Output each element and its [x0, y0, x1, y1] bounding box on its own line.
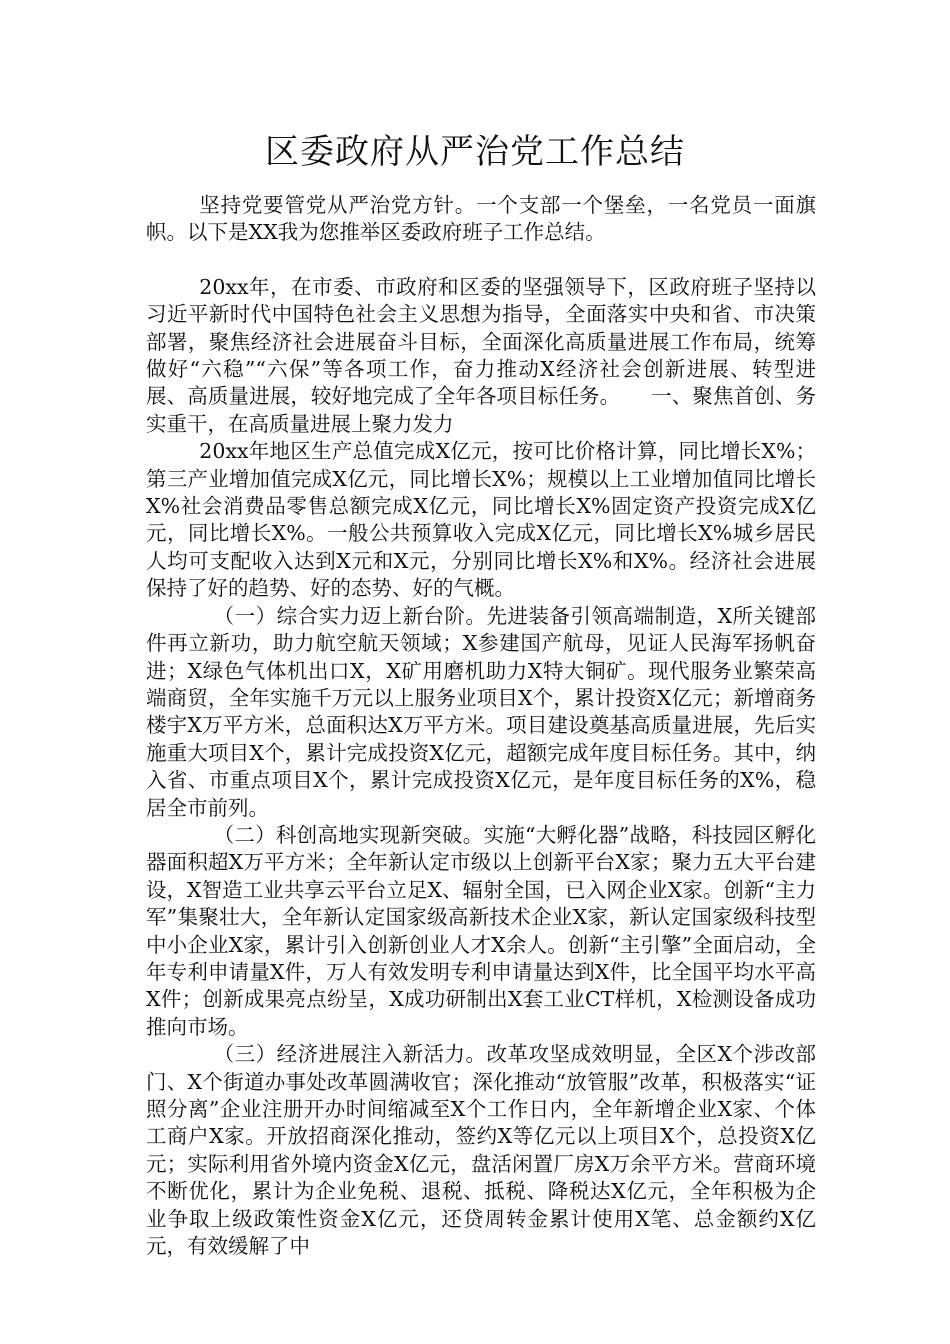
overview-paragraph: 20xx年，在市委、市政府和区委的坚强领导下，区政府班子坚持以习近平新时代中国特色社会主义思想为指导，全面落实中央和省、市决策部署，聚焦经济社会进展奋斗目标，全面深化高质量进展工作布局，统筹做好“六稳”“六保”等各项工作，奋力推动X经济社会创新进展、转型进展、高质量进展，较好地完成了全年各项目标任务。 一、聚焦首创、务实重干，在高质量进展上聚力发力	[146, 274, 816, 436]
document-body	[146, 192, 816, 1260]
paragraph-spacer	[146, 247, 816, 274]
section-3-paragraph: （三）经济进展注入新活力。改革攻坚成效明显，全区X个涉改部门、X个街道办事处改革圆满收官；深化推动“放管服”改革，积极落实“证照分离”企业注册开办时间缩减至X个工作日内，全年新增企业X家、个体工商户X家。开放招商深化推动，签约X等亿元以上项目X个，总投资X亿元；实际利用省外境内资金X亿元，盘活闲置厂房X万余平方米。营商环境不断优化，累计为企业免税、退税、抵税、降税达X亿元，全年积极为企业争取上级政策性资金X亿元，还贷周转金累计使用X笔、总金额约X亿元，有效缓解了中	[146, 1042, 816, 1259]
document-title: 区委政府从严治党工作总结	[265, 132, 685, 172]
intro-paragraph: 坚持党要管党从严治党方针。一个支部一个堡垒，一名党员一面旗帜。以下是XX我为您推举区委政府班子工作总结。	[146, 193, 816, 245]
section-2-paragraph: （二）科创高地实现新突破。实施“大孵化器”战略，科技园区孵化器面积超X万平方米；全年新认定市级以上创新平台X家；聚力五大平台建设，X智造工业共享云平台立足X、辐射全国，已入网企业X家。创新“主力军”集聚壮大，全年新认定国家级高新技术企业X家，新认定国家级科技型中小企业X家，累计引入创新创业人才X余人。创新“主引擎”全面启动，全年专利申请量X件，万人有效发明专利申请量达到X件，比全国平均水平高X件；创新成果亮点纷呈，X成功研制出X套工业CT样机，X检测设备成功推向市场。	[146, 822, 816, 1039]
economic-data-paragraph: 20xx年地区生产总值完成X亿元，按可比价格计算，同比增长X%；第三产业增加值完成X亿元，同比增长X%；规模以上工业增加值同比增长X%社会消费品零售总额完成X亿元，同比增长X%固定资产投资完成X亿元，同比增长X%。一般公共预算收入完成X亿元，同比增长X%城乡居民人均可支配收入达到X元和X元，分别同比增长X%和X%。经济社会进展保持了好的趋势、好的态势、好的气概。	[146, 439, 816, 601]
section-1-paragraph: （一）综合实力迈上新台阶。先进装备引领高端制造，X所关键部件再立新功，助力航空航天领域；X参建国产航母，见证人民海军扬帆奋进；X绿色气体机出口X，X矿用磨机助力X特大铜矿。现代服务业繁荣高端商贸，全年实施千万元以上服务业项目X个，累计投资X亿元；新增商务楼宇X万平方米，总面积达X万平方米。项目建设奠基高质量进展，先后实施重大项目X个，累计完成投资X亿元，超额完成年度目标任务。其中，纳入省、市重点项目X个，累计完成投资X亿元，是年度目标任务的X%，稳居全市前列。	[146, 603, 816, 820]
